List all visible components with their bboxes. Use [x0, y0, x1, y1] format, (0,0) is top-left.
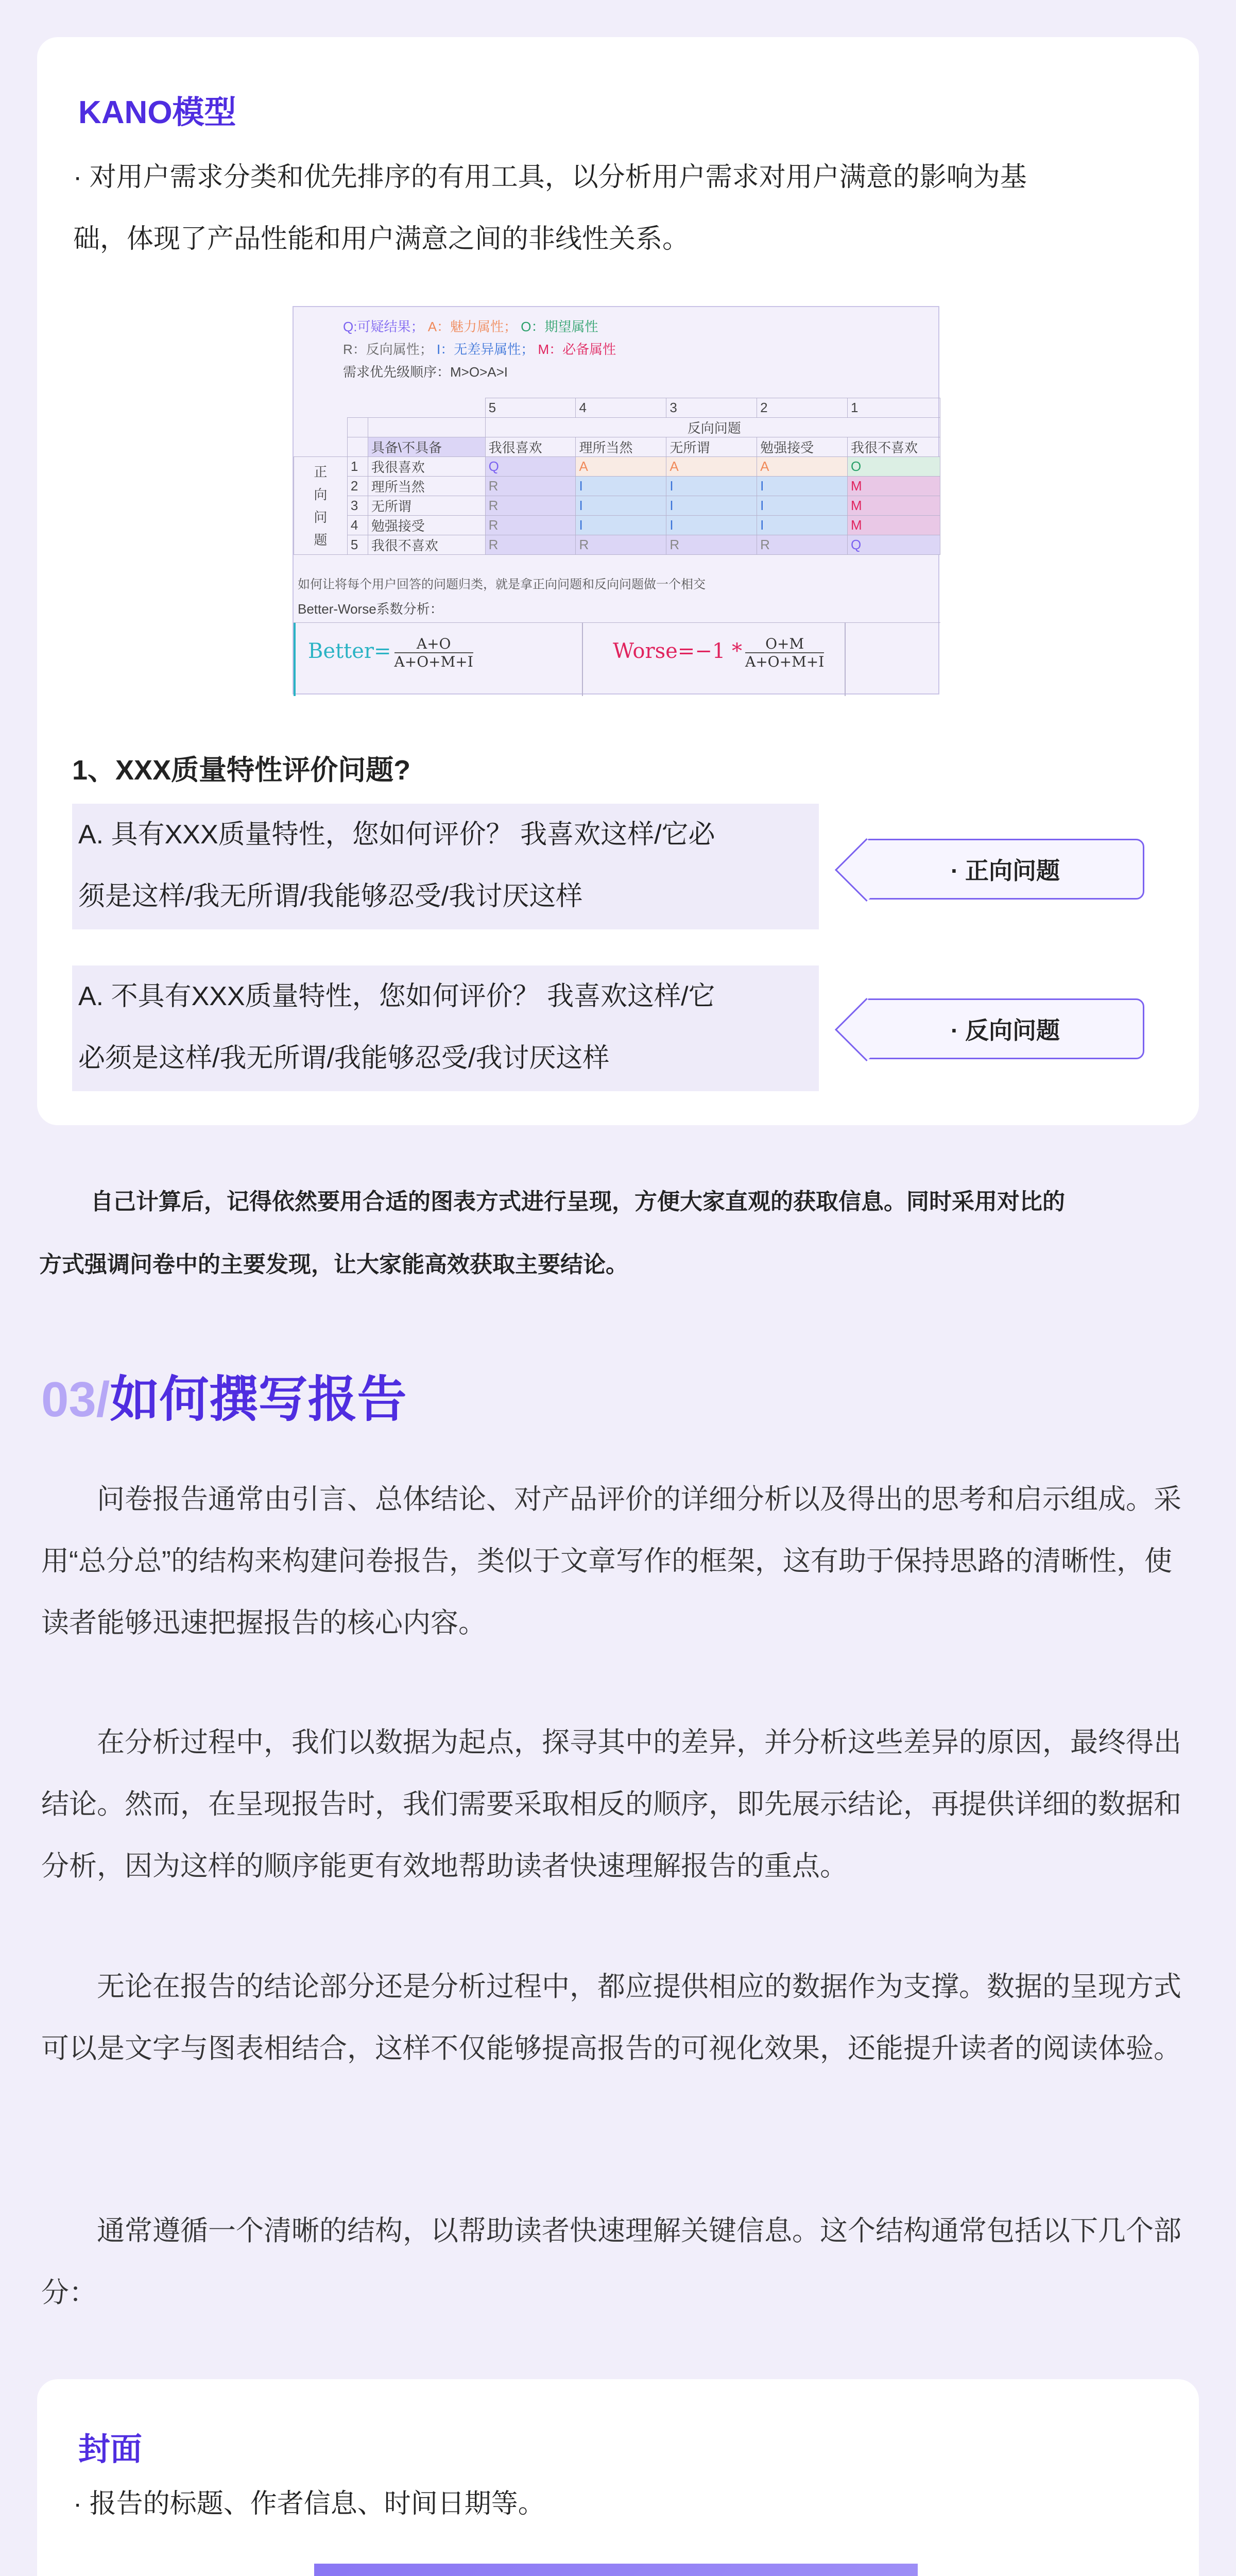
matrix-row [294, 457, 940, 477]
row-label: 我很喜欢 [368, 457, 485, 477]
reverse-question-line2: 必须是这样/我无所谓/我能够忍受/我讨厌这样 [78, 1043, 610, 1073]
matrix-cell: Q [848, 535, 940, 555]
kano-formulas [294, 622, 940, 696]
matrix-cell: R [485, 535, 576, 555]
side-label-char: 正 [314, 464, 328, 480]
row-label: 勉强接受 [368, 516, 485, 535]
matrix-cell: R [485, 516, 576, 535]
matrix-cell: Q [485, 457, 576, 477]
cover-card-title: 封面 [78, 2432, 143, 2467]
reverse-tag-label: · 反向问题 [950, 1017, 1060, 1044]
matrix-cell: O [848, 457, 940, 477]
matrix-cell: R [485, 496, 576, 516]
matrix-cell: I [666, 477, 757, 496]
section-header [41, 1360, 406, 1431]
kano-intro-line1: · 对用户需求分类和优先排序的有用工具，以分析用户需求对用户满意的影响为基 [73, 162, 1027, 192]
legend-a: A：魅力属性； [427, 319, 518, 334]
matrix-row [294, 496, 940, 516]
side-label [294, 457, 348, 555]
worse-numerator: O+M [745, 635, 824, 653]
side-label-char: 问 [314, 509, 328, 525]
row-num: 4 [347, 516, 368, 535]
kano-legend-line1 [343, 315, 598, 338]
row-num: 3 [347, 496, 368, 516]
reverse-header-row [294, 418, 940, 437]
forward-question-line1: A. 具有XXX质量特性，您如何评价？ 我喜欢这样/它必 [78, 820, 715, 850]
column-header: 勉强接受 [757, 437, 848, 457]
reverse-question-tag [866, 998, 1144, 1059]
forward-question-box [72, 804, 819, 929]
paragraph-2: 在分析过程中，我们以数据为起点，探寻其中的差异，并分析这些差异的原因，最终得出结论。然而，在呈现报告时，我们需要采取相反的顺序，即先展示结论，再提供详细的数据和分析，因为这样的顺序能更有效地帮助读者快速理解报告的重点。 [41, 1727, 1181, 1882]
kano-intro-line2: 础，体现了产品性能和用户满意之间的非线性关系。 [73, 224, 690, 254]
reverse-header: 反向问题 [485, 418, 940, 437]
column-header: 无所谓 [666, 437, 757, 457]
cover-mockup [314, 2564, 918, 2576]
better-label: Better= [308, 639, 391, 663]
corner-label: 具备\不具备 [368, 437, 485, 457]
paragraph-4: 通常遵循一个清晰的结构，以帮助读者快速理解关键信息。这个结构通常包括以下几个部分： [41, 2215, 1181, 2308]
matrix-cell: M [848, 516, 940, 535]
matrix-cell: R [576, 535, 666, 555]
bold-note-line2: 方式强调问卷中的主要发现，让大家能高效获取主要结论。 [39, 1252, 628, 1277]
score-cell: 4 [576, 398, 666, 418]
kano-legend-line2 [343, 338, 616, 361]
matrix-cell: A [576, 457, 666, 477]
matrix-cell: I [576, 516, 666, 535]
score-cell: 3 [666, 398, 757, 418]
better-numerator: A+O [394, 635, 473, 653]
score-row [294, 398, 940, 418]
matrix-cell: I [666, 496, 757, 516]
bold-note-line1: 自己计算后，记得依然要用合适的图表方式进行呈现，方便大家直观的获取信息。同时采用对比的 [91, 1189, 1065, 1214]
matrix-cell: M [848, 496, 940, 516]
matrix-cell: R [485, 477, 576, 496]
matrix-cell: R [666, 535, 757, 555]
question-title: 1、XXX质量特性评价问题? [72, 755, 411, 786]
legend-r: R：反向属性； [343, 342, 433, 357]
kano-note: 如何让将每个用户回答的问题归类，就是拿正向问题和反向问题做一个相交 [298, 578, 706, 591]
column-header: 我很不喜欢 [848, 437, 940, 457]
cover-card-bullet: · 报告的标题、作者信息、时间日期等。 [73, 2489, 545, 2519]
matrix-cell: A [666, 457, 757, 477]
matrix-cell: I [757, 496, 848, 516]
matrix-row [294, 477, 940, 496]
matrix-row [294, 535, 940, 555]
row-num: 5 [347, 535, 368, 555]
worse-denominator: A+O+M+I [745, 653, 825, 670]
matrix-cell: A [757, 457, 848, 477]
matrix-cell: I [757, 516, 848, 535]
row-num: 1 [347, 457, 368, 477]
kano-card-title: KANO模型 [78, 95, 236, 130]
row-label: 理所当然 [368, 477, 485, 496]
row-label: 无所谓 [368, 496, 485, 516]
kano-matrix [294, 398, 940, 555]
cover-card [37, 2379, 1199, 2576]
reverse-question-box [72, 965, 819, 1091]
score-cell: 5 [485, 398, 576, 418]
worse-label: Worse=−1 * [613, 639, 742, 663]
matrix-row [294, 516, 940, 535]
section-title: 如何撰写报告 [110, 1372, 407, 1427]
matrix-cell: M [848, 477, 940, 496]
kano-coef-label: Better-Worse系数分析： [298, 601, 443, 617]
column-header: 我很喜欢 [485, 437, 576, 457]
matrix-cell: I [576, 496, 666, 516]
matrix-cell: I [666, 516, 757, 535]
better-denominator: A+O+M+I [394, 653, 473, 670]
matrix-cell: I [757, 477, 848, 496]
legend-m: M：必备属性 [538, 342, 616, 357]
matrix-cell: R [757, 535, 848, 555]
column-header: 理所当然 [576, 437, 666, 457]
kano-legend-line3: 需求优先级顺序：M>O>A>I [343, 364, 508, 380]
forward-question-line2: 须是这样/我无所谓/我能够忍受/我讨厌这样 [78, 882, 583, 911]
reverse-question-line1: A. 不具有XXX质量特性，您如何评价？ 我喜欢这样/它 [78, 981, 715, 1011]
better-formula [308, 635, 473, 670]
paragraph-3: 无论在报告的结论部分还是分析过程中，都应提供相应的数据作为支撑。数据的呈现方式可以是文字与图表相结合，这样不仅能够提高报告的可视化效果，还能提升读者的阅读体验。 [41, 1971, 1181, 2064]
side-label-char: 题 [314, 532, 328, 548]
row-label: 我很不喜欢 [368, 535, 485, 555]
legend-q: Q:可疑结果； [343, 319, 424, 334]
legend-i: I：无差异属性； [437, 342, 535, 357]
kano-figure [293, 306, 939, 694]
side-label-char: 向 [314, 486, 328, 502]
matrix-cell: I [576, 477, 666, 496]
paragraph-1: 问卷报告通常由引言、总体结论、对产品评价的详细分析以及得出的思考和启示组成。采用“总分总”的结构来构建问卷报告，类似于文章写作的框架，这有助于保持思路的清晰性，使读者能够迅速把握报告的核心内容。 [41, 1484, 1181, 1638]
forward-tag-label: · 正向问题 [950, 857, 1060, 884]
row-num: 2 [347, 477, 368, 496]
score-cell: 2 [757, 398, 848, 418]
section-number: 03/ [41, 1372, 110, 1427]
score-cell: 1 [848, 398, 940, 418]
column-header-row [294, 437, 940, 457]
legend-o: O：期望属性 [521, 319, 598, 334]
forward-question-tag [866, 839, 1144, 900]
worse-formula [613, 635, 824, 670]
